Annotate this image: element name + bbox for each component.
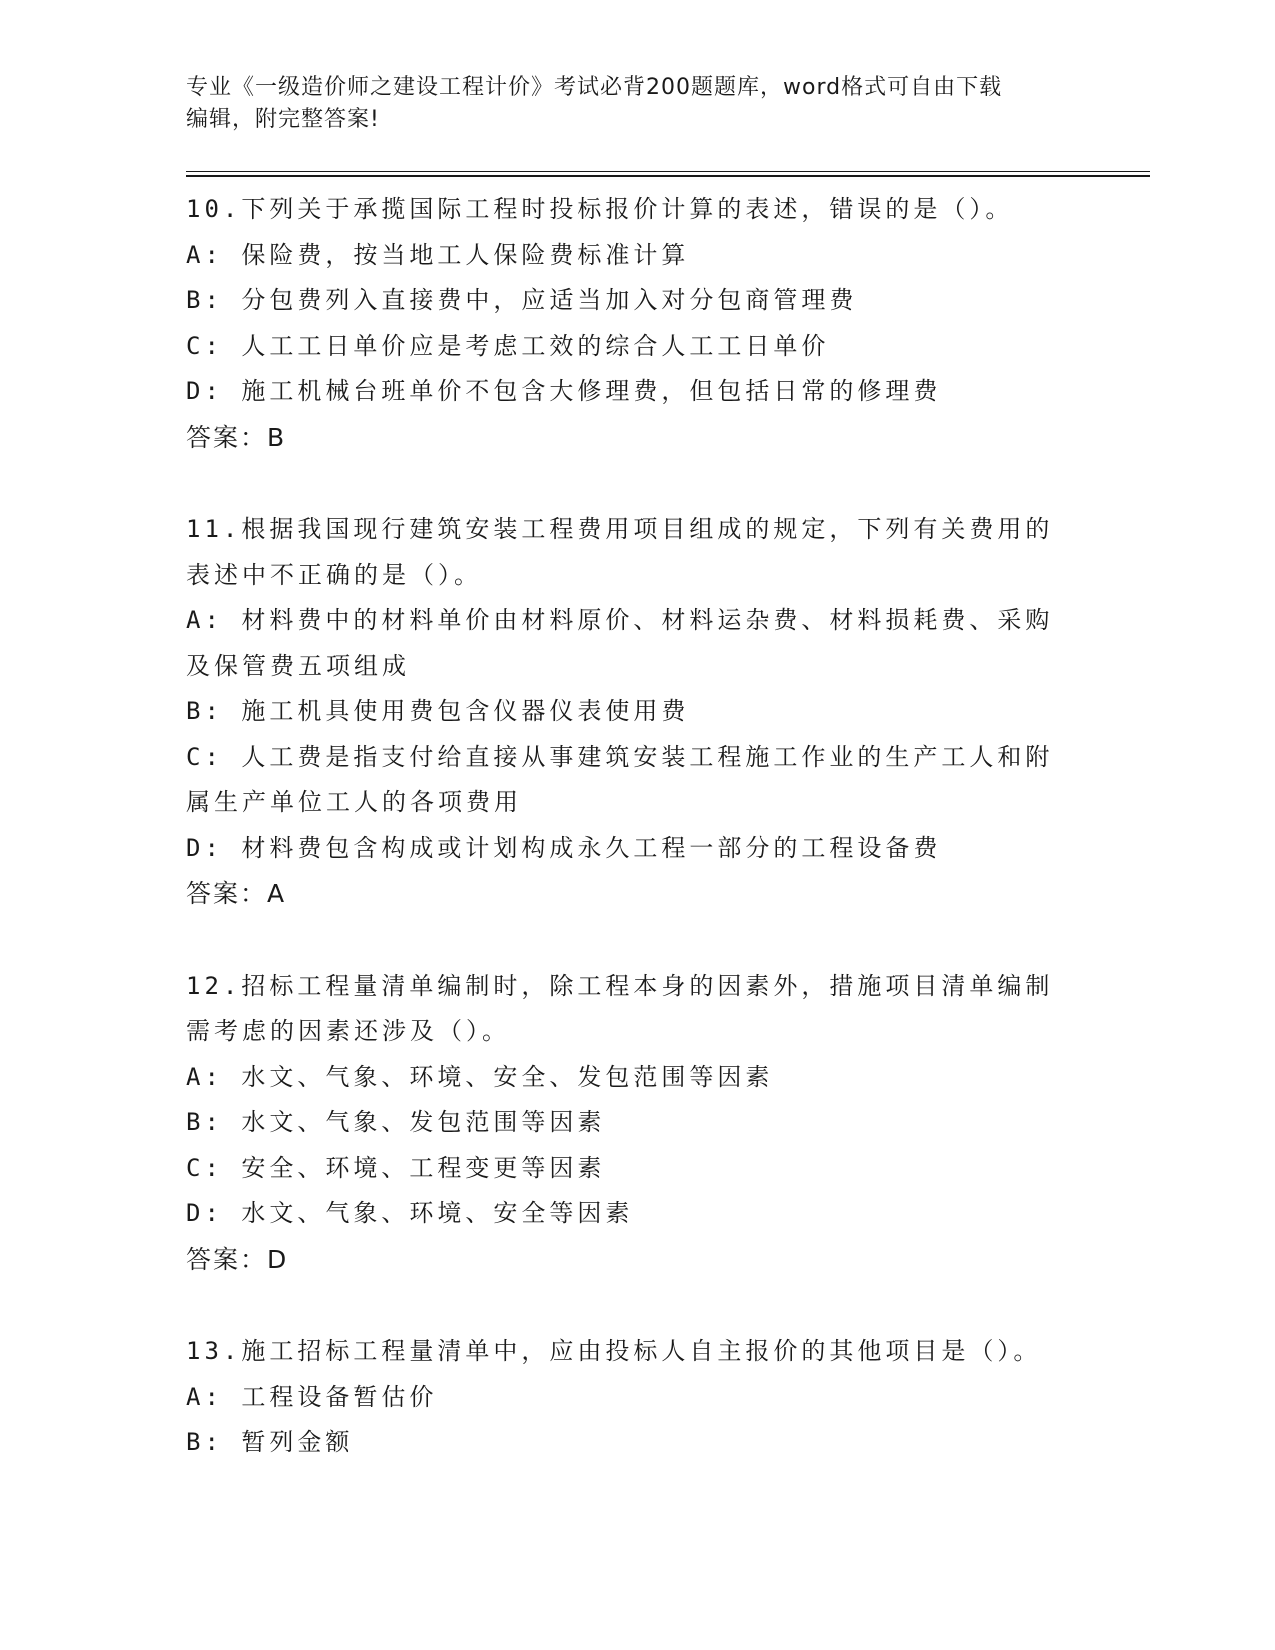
answer-option: B: 暂列金额	[186, 1428, 354, 1456]
answer-option: B: 施工机具使用费包含仪器仪表使用费	[186, 697, 690, 725]
answer-option: C: 人工工日单价应是考虑工效的综合人工工日单价	[186, 331, 830, 360]
question-block	[186, 187, 1086, 460]
correct-answer: 答案：A	[186, 879, 287, 908]
question-stem: 表述中不正确的是（）。	[186, 560, 482, 589]
header-rule-thick	[186, 175, 1150, 177]
answer-option: A: 水文、气象、环境、安全、发包范围等因素	[186, 1062, 774, 1091]
answer-option: 属生产单位工人的各项费用	[186, 788, 522, 816]
answer-option: A: 材料费中的材料单价由材料原价、材料运杂费、材料损耗费、采购	[186, 606, 1054, 634]
answer-option: A: 保险费，按当地工人保险费标准计算	[186, 240, 690, 269]
answer-option: A: 工程设备暂估价	[186, 1382, 438, 1411]
question-stem: 12.招标工程量清单编制时，除工程本身的因素外，措施项目清单编制	[186, 971, 1054, 1000]
header-line-1: 专业《一级造价师之建设工程计价》考试必背200题题库，word格式可自由下载	[186, 75, 1003, 100]
header-line-2: 编辑，附完整答案!	[186, 107, 380, 132]
question-stem: 11.根据我国现行建筑安装工程费用项目组成的规定，下列有关费用的	[186, 515, 1054, 543]
answer-option: D: 材料费包含构成或计划构成永久工程一部分的工程设备费	[186, 833, 942, 862]
question-stem: 10.下列关于承揽国际工程时投标报价计算的表述，错误的是（）。	[186, 195, 1014, 223]
question-block	[186, 964, 1086, 1283]
answer-option: C: 安全、环境、工程变更等因素	[186, 1153, 606, 1182]
document-header	[186, 72, 1086, 136]
question-block	[186, 507, 1086, 917]
correct-answer: 答案：D	[186, 1244, 289, 1274]
question-list	[186, 187, 1086, 1513]
correct-answer: 答案：B	[186, 422, 287, 452]
question-stem: 13.施工招标工程量清单中，应由投标人自主报价的其他项目是（）。	[186, 1337, 1042, 1365]
answer-option: C: 人工费是指支付给直接从事建筑安装工程施工作业的生产工人和附	[186, 742, 1054, 771]
question-stem: 需考虑的因素还涉及（）。	[186, 1017, 510, 1045]
answer-option: 及保管费五项组成	[186, 651, 410, 680]
answer-option: D: 施工机械台班单价不包含大修理费，但包括日常的修理费	[186, 377, 942, 405]
question-block	[186, 1329, 1086, 1466]
header-rule-thin	[186, 171, 1150, 172]
answer-option: B: 分包费列入直接费中，应适当加入对分包商管理费	[186, 286, 858, 314]
answer-option: D: 水文、气象、环境、安全等因素	[186, 1199, 634, 1227]
answer-option: B: 水文、气象、发包范围等因素	[186, 1108, 606, 1136]
